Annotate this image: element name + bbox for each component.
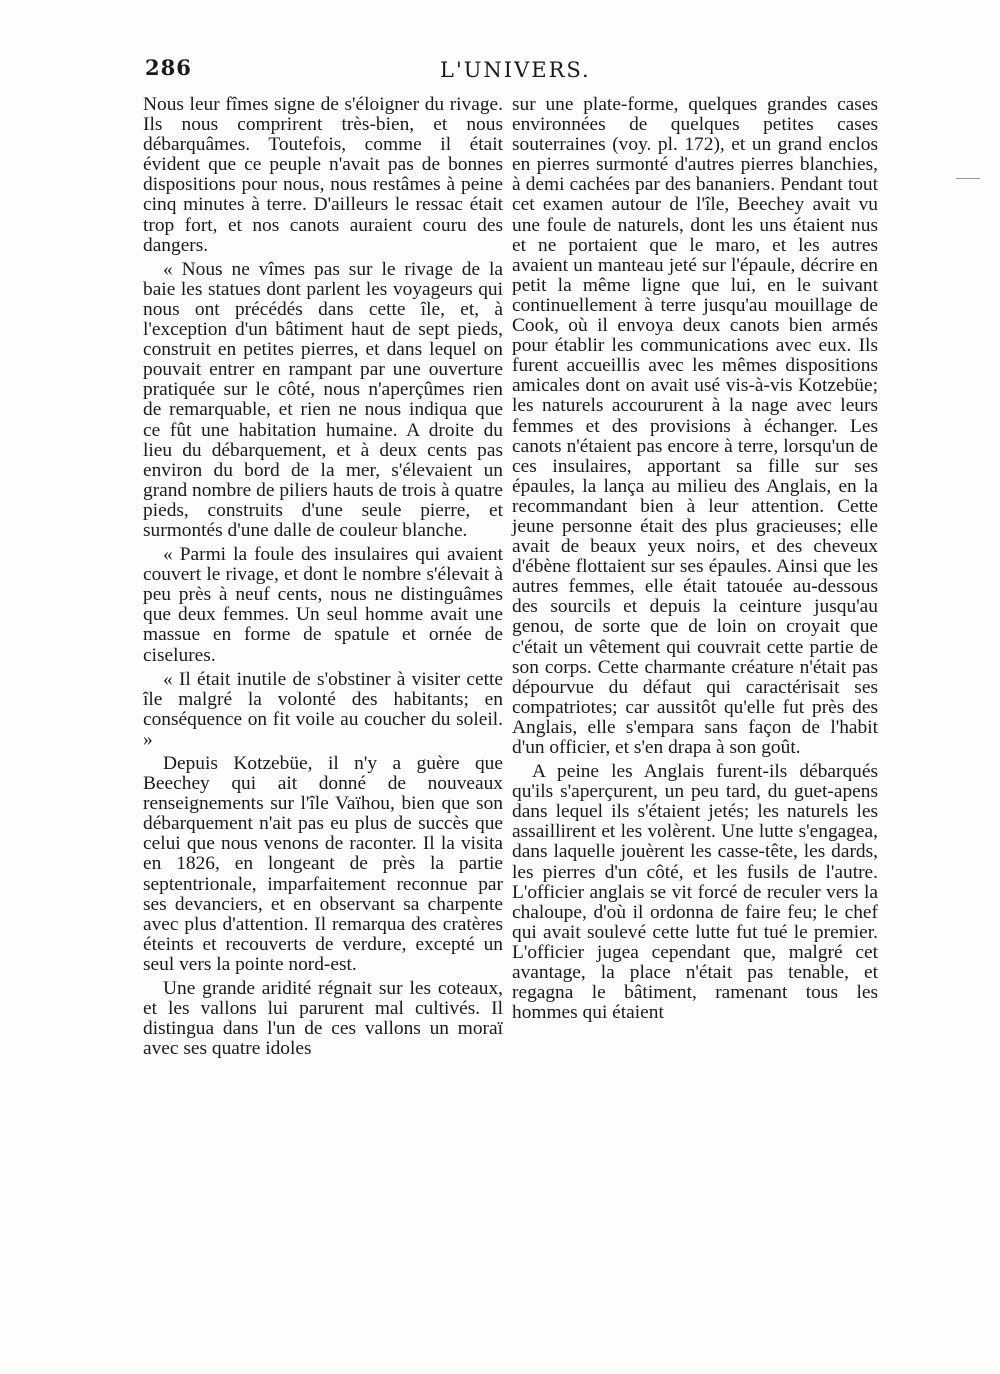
- right-text-column: [512, 95, 878, 1027]
- paragraph: Depuis Kotzebüe, il n'y a guère que Beechey qui ait donné de nouveaux renseignements sur l'île Vaïhou, bien que son débarquement n'ait pas eu plus de succès que celui que nous venons de raconter. Il la visita en 1826, en longeant de près la partie septentrionale, imparfaitement reconnue par ses devanciers, et en observant sa charpente avec plus d'attention. Il remarqua des cratères éteints et recouverts de verdure, excepté un seul vers la pointe nord-est.: [143, 753, 503, 975]
- paragraph: « Nous ne vîmes pas sur le rivage de la baie les statues dont parlent les voyageurs qui nous ont précédés dans cette île, et, à l'exception d'un bâtiment haut de sept pieds, construit en petites pierres, et dans lequel on pouvait entrer en rampant par une ouverture pratiquée sur le côté, nous n'aperçûmes rien de remarquable, et rien ne nous indiqua que ce fût une habitation humaine. A droite du lieu du débarquement, et à deux cents pas environ du bord de la mer, s'élevaient un grand nombre de piliers hauts de trois à quatre pieds, construits d'une seule pierre, et surmontés d'une dalle de couleur blanche.: [143, 258, 503, 541]
- paragraph: A peine les Anglais furent-ils débarqués qu'ils s'aperçurent, un peu tard, du guet-apens dans lequel ils s'étaient jetés; les naturels les assaillirent et les volèrent. Une lutte s'engagea, dans laquelle jouèrent les casse-tête, les dards, les pierres d'un côté, et les fusils de l'autre. L'officier anglais se vit forcé de reculer vers la chaloupe, d'où il ordonna de faire feu; le chef qui avait soulevé cette lutte fut tué le premier. L'officier jugea cependant que, malgré cet avantage, la place n'était pas tenable, et regagna le bâtiment, ramenant tous les hommes qui étaient: [512, 761, 878, 1024]
- paragraph: sur une plate-forme, quelques grandes cases environnées de quelques petites cases souterraines (voy. pl. 172), et un grand enclos en pierres surmonté d'autres pierres blanchies, à demi cachées par des bananiers. Pendant tout cet examen autour de l'île, Beechey avait vu une foule de naturels, dont les uns étaient nus et ne portaient que le maro, et les autres avaient un manteau jeté sur l'épaule, décrire en petit la même ligne que lui, en le suivant continuellement à terre jusqu'au mouillage de Cook, où il envoya deux canots bien armés pour établir les communications avec eux. Ils furent accueillis avec les mêmes dispositions amicales dont on avait usé vis-à-vis Kotzebüe; les naturels accoururent à la nage avec leurs femmes et des provisions à échanger. Les canots n'étaient pas encore à terre, lorsqu'un de ces insulaires, apportant sa fille sur ses épaules, la lança au milieu des Anglais, en la recommandant bien à leur attention. Cette jeune personne était des plus gracieuses; elle avait de beaux yeux noirs, et des cheveux d'ébène flottaient sur ses épaules. Ainsi que les autres femmes, elle était tatouée au-dessous des sourcils et depuis la ceinture jusqu'au genou, de sorte que de loin on croyait que c'était un vêtement qui couvrait cette partie de son corps. Cette charmante créature n'était pas dépourvue du défaut qui caractérisait ses compatriotes; car aussitôt qu'elle fut près des Anglais, elle s'empara sans façon de l'habit d'un officier, et s'en drapa à son goût.: [512, 94, 878, 758]
- paragraph: Une grande aridité régnait sur les coteaux, et les vallons lui parurent mal cultivés. Il distingua dans l'un de ces vallons un moraï avec ses quatre idoles: [143, 978, 503, 1060]
- page-number: 286: [145, 55, 192, 80]
- left-text-column: [143, 95, 503, 1063]
- paragraph: « Il était inutile de s'obstiner à visiter cette île malgré la volonté des habitants; en conséquence on fit voile au coucher du soleil. »: [143, 668, 503, 750]
- paragraph: « Parmi la foule des insulaires qui avaient couvert le rivage, et dont le nombre s'élevait à peu près à neuf cents, nous ne distinguâmes que deux femmes. Un seul homme avait une massue en forme de spatule et ornée de ciselures.: [143, 544, 503, 666]
- paragraph: Nous leur fîmes signe de s'éloigner du rivage. Ils nous comprirent très-bien, et nous débarquâmes. Toutefois, comme il était évident que ce peuple n'avait pas de bonnes dispositions pour nous, nous restâmes à peine cinq minutes à terre. D'ailleurs le ressac était trop fort, et nos canots auraient couru des dangers.: [143, 94, 503, 256]
- running-title: L'UNIVERS.: [440, 58, 591, 82]
- margin-mark: [956, 178, 980, 179]
